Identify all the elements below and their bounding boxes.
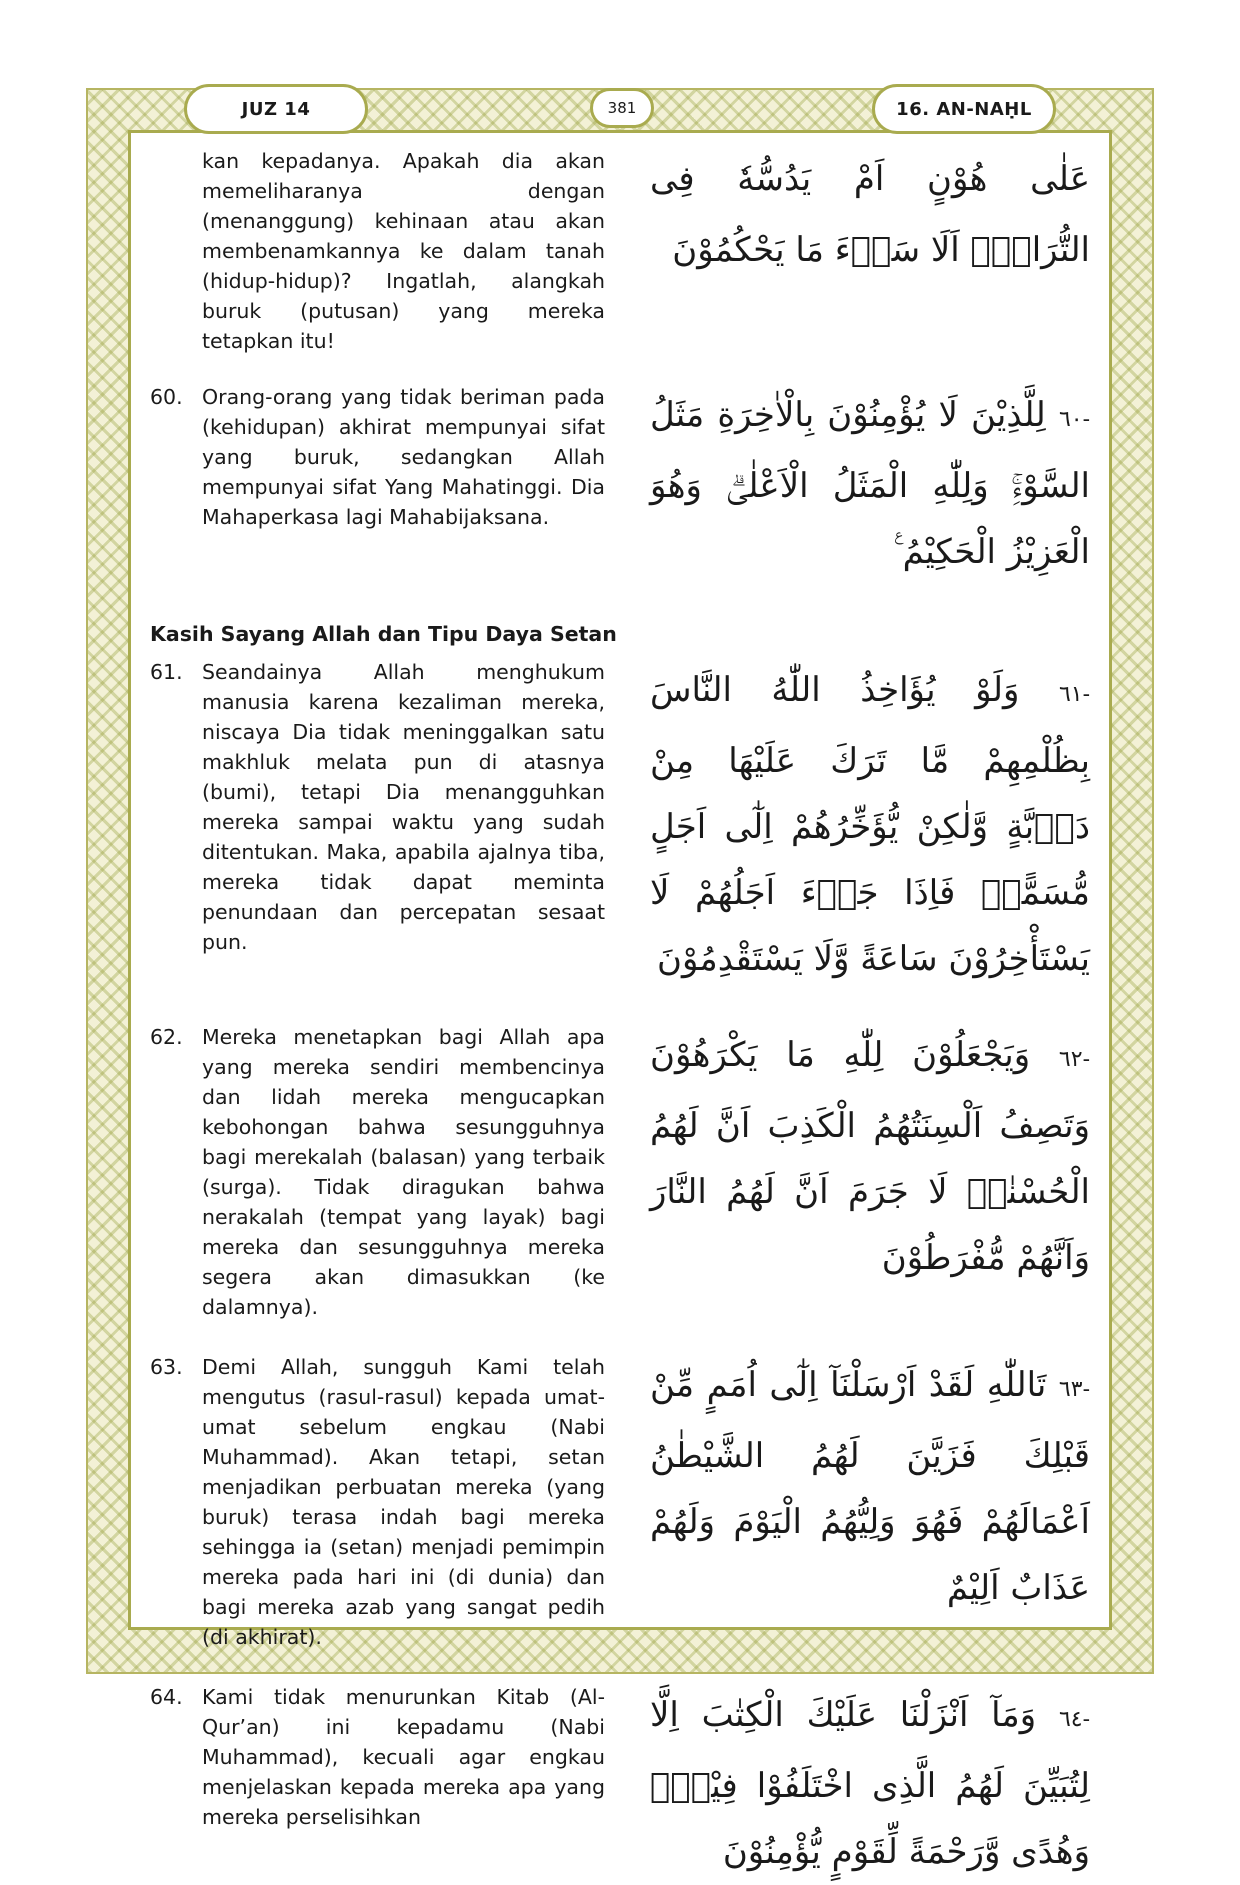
arabic-text — [650, 146, 1090, 356]
arabic-text — [650, 382, 1090, 585]
arabic-verse: تَاللّٰهِ لَقَدْ اَرْسَلْنَآ اِلٰٓى اُمَمٍ مِّنْ قَبْلِكَ فَزَيَّنَ لَهُمُ الشَّيْطٰنُ اَعْمَالَهُمْ فَهُوَ وَلِيُّهُمُ الْيَوْمَ وَلَهُمْ عَذَابٌ اَلِيْمٌ — [650, 1365, 1090, 1608]
arabic-verse-number: -٦٤ — [1058, 1707, 1091, 1732]
verse-number: 64. — [150, 1685, 183, 1709]
section-heading: Kasih Sayang Allah dan Tipu Daya Setan — [150, 622, 617, 646]
arabic-verse: وَيَجْعَلُوْنَ لِلّٰهِ مَا يَكْرَهُوْنَ وَتَصِفُ اَلْسِنَتُهُمُ الْكَذِبَ اَنَّ لَهُمُ الْحُسْنٰىۗ لَا جَرَمَ اَنَّ لَهُمُ النَّارَ وَاَنَّهُمْ مُّفْرَطُوْنَ — [650, 1035, 1090, 1278]
verse-block-62 — [150, 1022, 1090, 1322]
translation-text: Mereka menetapkan bagi Allah apa yang mereka sendiri membencinya dan lidah mereka mengucapkan kebohongan bahwa sesungguhnya bagi merekalah (balasan) yang terbaik (surga). Tidak diragukan bahwa nerakalah (tempat yang layak) bagi mereka dan sesungguhnya mereka segera akan dimasukkan (ke dalamnya). — [202, 1025, 605, 1319]
surah-label: 16. AN-NAḤL — [872, 84, 1056, 134]
translation-text: Kami tidak menurunkan Kitab (Al-Qur’an) ini kepadamu (Nabi Muhammad), kecuali agar engkau menjelaskan kepada mereka apa yang mereka perselisihkan — [202, 1685, 605, 1829]
verse-number: 62. — [150, 1025, 183, 1049]
juz-label: JUZ 14 — [184, 84, 368, 134]
translation — [150, 1022, 605, 1322]
arabic-text — [650, 657, 1090, 992]
verse-number: 60. — [150, 385, 183, 409]
verse-block-59-continued — [150, 146, 1090, 356]
page-number: 381 — [590, 88, 654, 128]
arabic-verse-number: -٦٠ — [1058, 407, 1091, 432]
translation — [150, 657, 605, 992]
arabic-verse-number: -٦٢ — [1058, 1047, 1090, 1072]
arabic-verse: عَلٰى هُوْنٍ اَمْ يَدُسُّهٗ فِى التُّرَابِۗ اَلَا سَاۤءَ مَا يَحْكُمُوْنَ — [650, 159, 1090, 270]
translation-text: Demi Allah, sungguh Kami telah mengutus (rasul-rasul) kepada umat-umat sebelum engkau (Nabi Muhammad). Akan tetapi, setan menjadikan perbuatan mereka (yang buruk) terasa indah bagi mereka sehingga ia (setan) menjadi pemimpin mereka pada hari ini (di dunia) dan bagi mereka azab yang sangat pedih (di akhirat). — [202, 1355, 605, 1649]
arabic-verse-number: -٦١ — [1058, 682, 1091, 707]
page-content — [150, 146, 1090, 1885]
arabic-verse: لِلَّذِيْنَ لَا يُؤْمِنُوْنَ بِالْاٰخِرَةِ مَثَلُ السَّوْءِۚ وَلِلّٰهِ الْمَثَلُ الْاَعْلٰىۗ وَهُوَ الْعَزِيْزُ الْحَكِيْمُ ࣖ — [650, 395, 1090, 572]
translation — [150, 146, 605, 356]
translation-text: Orang-orang yang tidak beriman pada (kehidupan) akhirat mempunyai sifat yang buruk, sedangkan Allah mempunyai sifat Yang Mahatinggi. Dia Mahaperkasa lagi Mahabijaksana. — [202, 385, 605, 529]
arabic-verse-number: -٦٣ — [1058, 1377, 1090, 1402]
arabic-text — [650, 1022, 1090, 1322]
translation — [150, 1352, 605, 1652]
arabic-text — [650, 1352, 1090, 1652]
verse-block-64 — [150, 1682, 1090, 1885]
translation — [150, 1682, 605, 1885]
translation-text: Seandainya Allah menghukum manusia karena kezaliman mereka, niscaya Dia tidak meninggalkan satu makhluk melata pun di atasnya (bumi), tetapi Dia menangguhkan mereka sampai waktu yang sudah ditentukan. Maka, apabila ajalnya tiba, mereka tidak dapat meminta penundaan dan percepatan sesaat pun. — [202, 660, 605, 954]
arabic-verse: وَمَآ اَنْزَلْنَا عَلَيْكَ الْكِتٰبَ اِلَّا لِتُبَيِّنَ لَهُمُ الَّذِى اخْتَلَفُوْا فِيْهِۙ وَهُدًى وَّرَحْمَةً لِّقَوْمٍ يُّؤْمِنُوْنَ — [650, 1695, 1090, 1872]
verse-block-61 — [150, 657, 1090, 992]
arabic-text — [650, 1682, 1090, 1885]
verse-number: 61. — [150, 660, 183, 684]
verse-block-63 — [150, 1352, 1090, 1652]
verse-block-60 — [150, 382, 1090, 585]
translation — [150, 382, 605, 585]
verse-number — [150, 146, 202, 356]
arabic-verse: وَلَوْ يُؤَاخِذُ اللّٰهُ النَّاسَ بِظُلْمِهِمْ مَّا تَرَكَ عَلَيْهَا مِنْ دَاۤبَّةٍ وَّلٰكِنْ يُّؤَخِّرُهُمْ اِلٰٓى اَجَلٍ مُّسَمًّىۚ فَاِذَا جَاۤءَ اَجَلُهُمْ لَا يَسْتَأْخِرُوْنَ سَاعَةً وَّلَا يَسْتَقْدِمُوْنَ — [650, 670, 1090, 979]
verse-number: 63. — [150, 1355, 183, 1379]
translation-text: kan kepadanya. Apakah dia akan memeliharanya dengan (menanggung) kehinaan atau akan membenamkannya ke dalam tanah (hidup-hidup)? Ingatlah, alangkah buruk (putusan) yang mereka tetapkan itu! — [202, 149, 605, 353]
